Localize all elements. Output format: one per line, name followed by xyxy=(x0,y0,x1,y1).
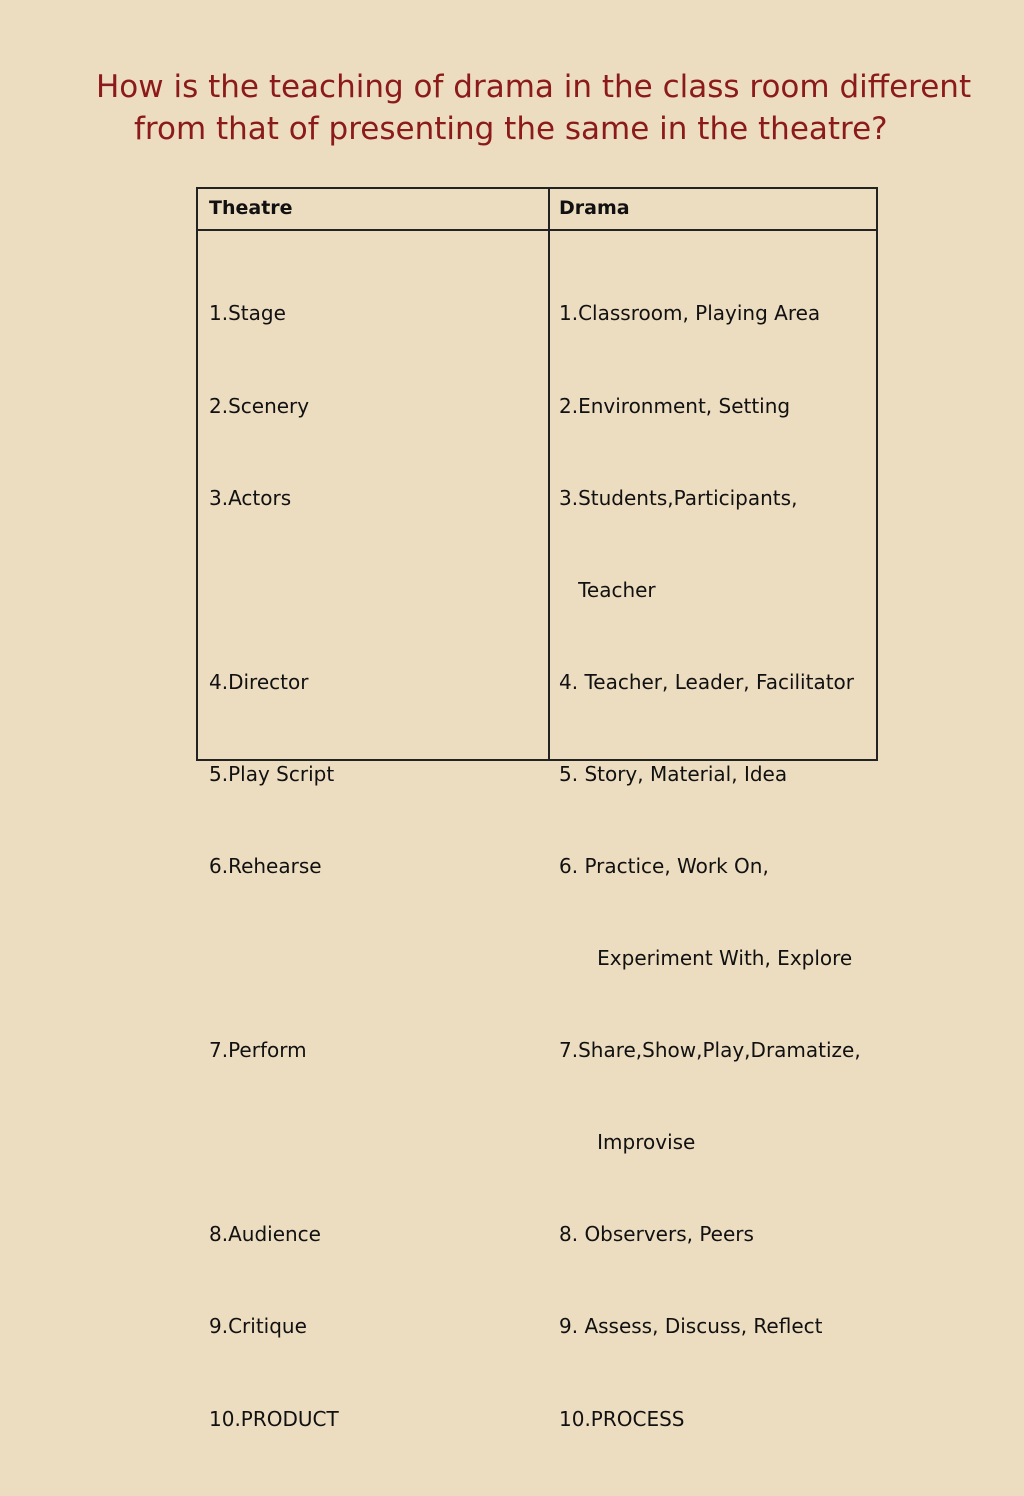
drama-item-continued: Teacher xyxy=(559,577,656,602)
drama-item-continued: Improvise xyxy=(559,1130,696,1155)
drama-item: 2.Environment, Setting xyxy=(559,393,791,418)
header-drama: Drama xyxy=(559,197,630,219)
drama-item: 1.Classroom, Playing Area xyxy=(559,301,821,326)
header-theatre: Theatre xyxy=(209,197,293,219)
drama-column xyxy=(559,237,861,1496)
theatre-spacer xyxy=(209,1127,339,1158)
drama-item: 8. Observers, Peers xyxy=(559,1222,754,1247)
column-divider xyxy=(548,189,550,759)
theatre-item: 1.Stage xyxy=(209,301,286,326)
slide-title: How is the teaching of drama in the class room different from that of presenting the same in the theatre? xyxy=(96,69,972,147)
theatre-spacer xyxy=(209,943,339,974)
theatre-column xyxy=(209,237,339,1496)
theatre-spacer xyxy=(209,575,339,606)
theatre-item: 4.Director xyxy=(209,669,309,694)
comparison-table xyxy=(196,187,878,1431)
drama-item: 5. Story, Material, Idea xyxy=(559,761,788,786)
drama-item-continued: Experiment With, Explore xyxy=(559,946,853,971)
theatre-item: 2.Scenery xyxy=(209,393,310,418)
drama-item: 4. Teacher, Leader, Facilitator xyxy=(559,669,855,694)
theatre-item: 5.Play Script xyxy=(209,761,335,786)
drama-item: 6. Practice, Work On, xyxy=(559,853,769,878)
theatre-item: 9.Critique xyxy=(209,1314,307,1339)
theatre-item: 8.Audience xyxy=(209,1222,321,1247)
theatre-item: 10.PRODUCT xyxy=(209,1406,339,1431)
header-divider xyxy=(198,229,876,231)
theatre-item: 3.Actors xyxy=(209,485,292,510)
drama-item: 7.Share,Show,Play,Dramatize, xyxy=(559,1038,861,1063)
drama-item: 3.Students,Participants, xyxy=(559,485,798,510)
drama-item: 10.PROCESS xyxy=(559,1406,685,1431)
drama-item: 9. Assess, Discuss, Reflect xyxy=(559,1314,823,1339)
theatre-item: 7.Perform xyxy=(209,1038,307,1063)
theatre-item: 6.Rehearse xyxy=(209,853,322,878)
